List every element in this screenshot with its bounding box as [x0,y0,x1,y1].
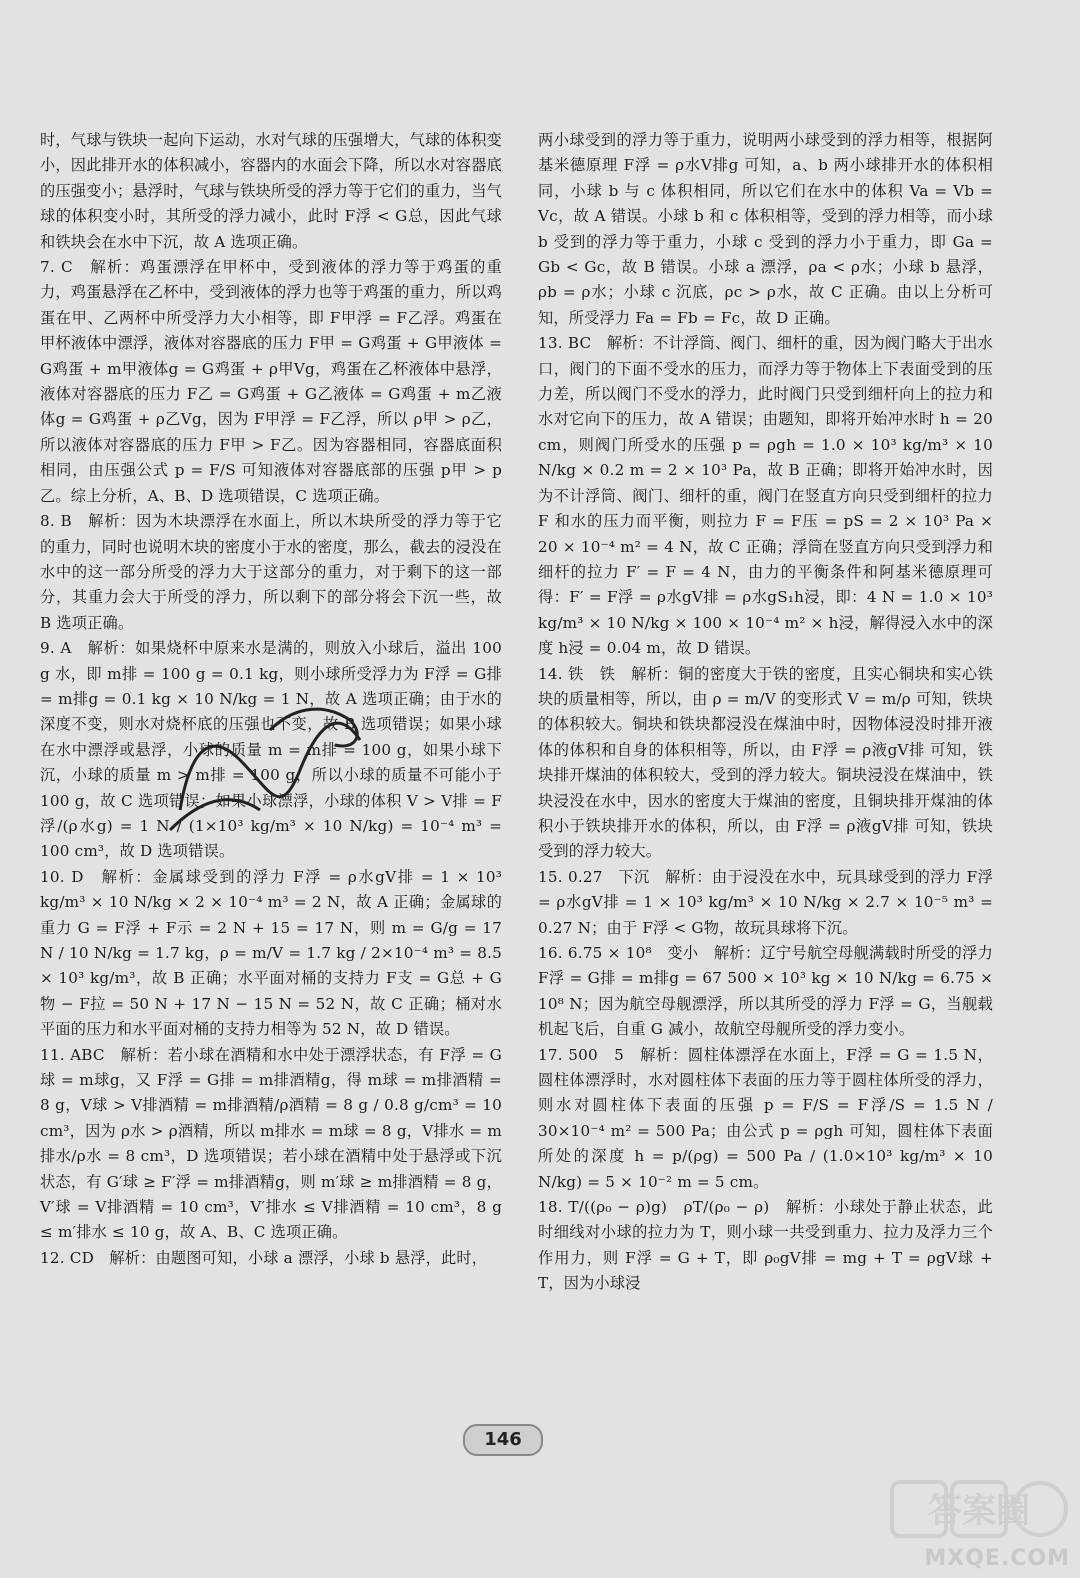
answer-continuation: 时，气球与铁块一起向下运动，水对气球的压强增大，气球的体积变小，因此排开水的体积减小，容器内的水面会下降，所以水对容器底的压强变小；悬浮时，气球与铁块所受的浮力等于它们的重力，当气球的体积变小时，其所受的浮力减小，此时 F浮 < G总，因此气球和铁块会在水中下沉，故 A 选项正确。 [40,131,502,251]
answer-12-start: 12. CD 解析：由题图可知，小球 a 漂浮，小球 b 悬浮，此时， [40,1248,488,1267]
answer-8: 8. B 解析：因为木块漂浮在水面上，所以木块所受的浮力等于它的重力，同时也说明木块的密度小于水的密度，那么，截去的浸没在水中的这一部分所受的浮力大于这部分的重力，对于剩下的这一部分，其重力会大于所受的浮力，所以剩下的部分将会下沉一些，故 B 选项正确。 [40,512,502,632]
answer-18: 18. T/((ρ₀ − ρ)g) ρT/(ρ₀ − ρ) 解析：小球处于静止状态，此时细线对小球的拉力为 T，则小球一共受到重力、拉力及浮力三个作用力，则 F浮 = G + T，即 ρ₀gV排 = mg + T = ρgV球 + T，因为小球浸 [538,1198,993,1293]
handwritten-scribble [150,690,390,840]
answer-16: 16. 6.75 × 10⁸ 变小 解析：辽宁号航空母舰满载时所受的浮力 F浮 = G排 = m排g = 67 500 × 10³ kg × 10 N/kg = 6.75 × 10⁸ N；因为航空母舰漂浮，所以其所受的浮力 F浮 = G，当舰载机起飞后，自重 G 减小，故航空母舰所受的浮力变小。 [538,944,993,1039]
answer-17: 17. 500 5 解析：圆柱体漂浮在水面上，F浮 = G = 1.5 N，圆柱体漂浮时，水对圆柱体下表面的压力等于圆柱体所受的浮力，则水对圆柱体下表面的压强 p = F/S = F浮/S = 1.5 N / 30×10⁻⁴ m² = 500 Pa；由公式 p = ρgh 可知，圆柱体下表面所处的深度 h = p/(ρg) = 500 Pa / (1.0×10³ kg/m³ × 10 N/kg) = 5 × 10⁻² m = 5 cm。 [538,1045,993,1191]
answer-9: 9. A 解析：如果烧杯中原来水是满的，则放入小球后，溢出 100 g 水，即 m排 = 100 g = 0.1 kg，则小球所受浮力为 F浮 = G排 = m排g = 0.1 kg × 10 N/kg = 1 N，故 A 选项正确；由于水的深度不变，则水对烧杯底的压强也不变，故 B 选项错误；如果小球在水中漂浮或悬浮，小球的质量 m = m排 = 100 g，如果小球下沉，小球的质量 m > m排 = 100 g，所以小球的质量不可能小于 100 g，故 C 选项错误；如果小球漂浮，小球的体积 V > V排 = F浮/(ρ水g) = 1 N / (1×10³ kg/m³ × 10 N/kg) = 10⁻⁴ m³ = 100 cm³，故 D 选项错误。 [40,639,502,861]
answer-10: 10. D 解析：金属球受到的浮力 F浮 = ρ水gV排 = 1 × 10³ kg/m³ × 10 N/kg × 2 × 10⁻⁴ m³ = 2 N，故 A 正确；金属球的重力 G = F浮 + F示 = 2 N + 15 = 17 N，则 m = G/g = 17 N / 10 N/kg = 1.7 kg，ρ = m/V = 1.7 kg / 2×10⁻⁴ m³ = 8.5 × 10³ kg/m³，故 B 正确；水平面对桶的支持力 F支 = G总 + G物 − F拉 = 50 N + 17 N − 15 N = 52 N，故 C 正确；桶对水平面的压力和水平面对桶的支持力相等为 52 N，故 D 错误。 [40,867,502,1039]
watermark-logo-text: 答案圈 [928,1491,1030,1531]
answer-13: 13. BC 解析：不计浮筒、阀门、细杆的重，因为阀门略大于出水口，阀门的下面不受水的压力，而浮力等于物体上下表面受到的压力差，所以阀门不受水的浮力，此时阀门只受到细杆向上的拉力和水对它向下的压力，故 A 错误；由题知，即将开始冲水时 h = 20 cm，则阀门所受水的压强 p = ρgh = 1.0 × 10³ kg/m³ × 10 N/kg × 0.2 m = 2 × 10³ Pa，故 B 正确；即将开始冲水时，因为不计浮筒、阀门、细杆的重，阀门在竖直方向只受到细杆的拉力 F 和水的压力而平衡，则拉力 F = F压 = pS = 2 × 10³ Pa × 20 × 10⁻⁴ m² = 4 N，故 C 正确；浮筒在竖直方向只受到浮力和细杆的拉力 F′ = F = 4 N，由力的平衡条件和阿基米德原理可得：F′ = F浮 = ρ水gV排 = ρ水gS₁h浸，即：4 N = 1.0 × 10³ kg/m³ × 10 N/kg × 100 × 10⁻⁴ m² × h浸，解得浸入水中的深度 h浸 = 0.04 m，故 D 错误。 [538,334,993,658]
answer-14: 14. 铁 铁 解析：铜的密度大于铁的密度，且实心铜块和实心铁块的质量相等，所以，由 ρ = m/V 的变形式 V = m/ρ 可知，铁块的体积较大。铜块和铁块都浸没在煤油中时，因物体浸没时排开液体的体积和自身的体积相等，所以，由 F浮 = ρ液gV排 可知，铁块排开煤油的体积较大，受到的浮力较大。铜块浸没在煤油中，铁块浸没在水中，因水的密度大于煤油的密度，且铜块排开煤油的体积小于铁块排开水的体积，所以，由 F浮 = ρ液gV排 可知，铁块受到的浮力较大。 [538,664,993,861]
right-column [538,128,993,1297]
watermark-logo [890,1478,1068,1540]
watermark-url: MXQE.COM [924,1546,1070,1571]
answer-12-continuation: 两小球受到的浮力等于重力，说明两小球受到的浮力相等，根据阿基米德原理 F浮 = ρ水V排g 可知，a、b 两小球排开水的体积相同，小球 b 与 c 体积相同，所以它们在水中的体积 Va = Vb = Vc，故 A 错误。小球 b 和 c 体积相等，受到的浮力相等，而小球 b 受到的浮力等于重力，小球 c 受到的浮力小于重力，即 Ga = Gb < Gc，故 B 错误。小球 a 漂浮，ρa < ρ水；小球 b 悬浮，ρb = ρ水；小球 c 沉底，ρc > ρ水，故 C 正确。由以上分析可知，所受浮力 Fa = Fb = Fc，故 D 正确。 [538,131,993,327]
answer-7: 7. C 解析：鸡蛋漂浮在甲杯中，受到液体的浮力等于鸡蛋的重力，鸡蛋悬浮在乙杯中，受到液体的浮力也等于鸡蛋的重力，所以鸡蛋在甲、乙两杯中所受浮力大小相等，即 F甲浮 = F乙浮。鸡蛋在甲杯液体中漂浮，液体对容器底的压力 F甲 = G鸡蛋 + G甲液体 = G鸡蛋 + m甲液体g = G鸡蛋 + ρ甲Vg，鸡蛋在乙杯液体中悬浮，液体对容器底的压力 F乙 = G鸡蛋 + G乙液体 = G鸡蛋 + m乙液体g = G鸡蛋 + ρ乙Vg，因为 F甲浮 = F乙浮，所以 ρ甲 > ρ乙，所以液体对容器底的压力 F甲 > F乙。因为容器相同，容器底面积相同，由压强公式 p = F/S 可知液体对容器底部的压强 p甲 > p乙。综上分析，A、B、D 选项错误，C 选项正确。 [40,258,502,505]
page-number: 146 [463,1424,543,1456]
answer-11: 11. ABC 解析：若小球在酒精和水中处于漂浮状态，有 F浮 = G球 = m球g，又 F浮 = G排 = m排酒精g，得 m球 = m排酒精 = 8 g，V球 > V排酒精 = m排酒精/ρ酒精 = 8 g / 0.8 g/cm³ = 10 cm³，因为 ρ水 > ρ酒精，所以 m排水 = m球 = 8 g，V排水 = m排水/ρ水 = 8 cm³，D 选项错误；若小球在酒精中处于悬浮或下沉状态，有 G′球 ≥ F′浮 = m排酒精g，则 m′球 ≥ m排酒精 = 8 g，V′球 = V排酒精 = 10 cm³，V′排水 ≤ V排酒精 = 10 cm³，8 g ≤ m′排水 ≤ 10 g，故 A、B、C 选项正确。 [40,1045,502,1242]
answer-15: 15. 0.27 下沉 解析：由于浸没在水中，玩具球受到的浮力 F浮 = ρ水gV排 = 1 × 10³ kg/m³ × 10 N/kg × 2.7 × 10⁻⁵ m³ = 0.27 N；由于 F浮 < G物，故玩具球将下沉。 [538,867,993,937]
